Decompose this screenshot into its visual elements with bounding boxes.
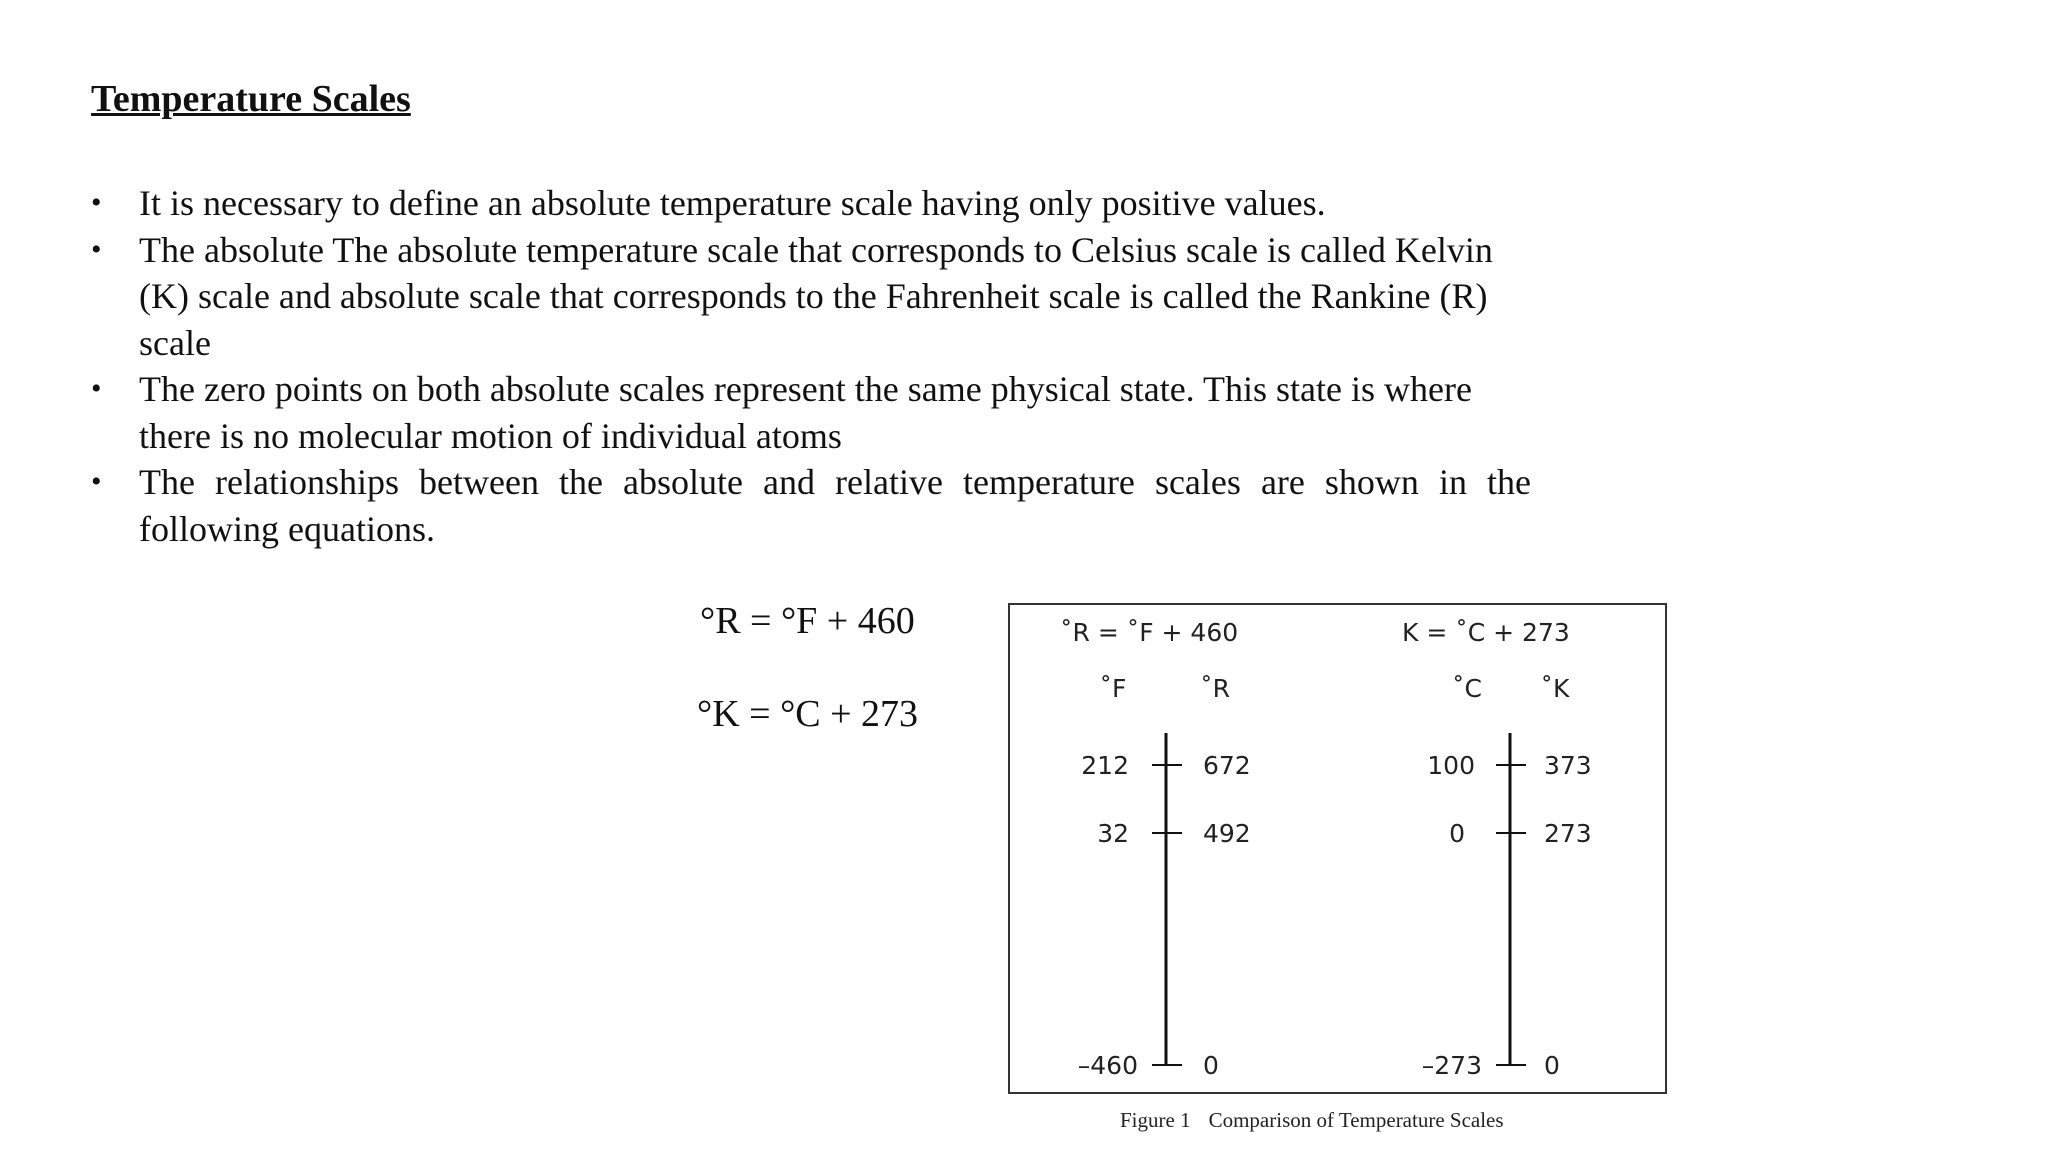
bullet-dot: • [91,372,102,405]
left-scale-equation: ˚R = ˚F + 460 [1060,618,1239,647]
bullet-text: The absolute The absolute temperature scale that corresponds to Celsius scale is called Kelvin (K) scale and absolute scale that corresponds to the Fahrenheit scale is called the Rankine (R) scale [139,229,1493,363]
kelvin-boiling-label: 373 [1544,751,1592,780]
figure-caption-text: Comparison of Temperature Scales [1208,1108,1504,1132]
page-title: Temperature Scales [91,78,411,120]
rankine-equation: °R = °F + 460 [700,600,915,642]
temperature-scales-figure [1008,603,1667,1094]
bullet-dot: • [91,186,102,219]
celsius-freezing-label: 0 [1449,819,1465,848]
kelvin-unit-label: ˚K [1540,674,1570,703]
kelvin-absolute-zero-label: 0 [1544,1051,1560,1080]
bullet-list [91,180,1531,552]
celsius-absolute-zero-label: –273 [1421,1051,1482,1080]
bullet-item [91,366,1531,459]
rankine-absolute-zero-label: 0 [1203,1051,1219,1080]
bullet-text: The relationships between the absolute and relative temperature scales are shown in the following equations. [139,462,1531,549]
bullet-dot: • [91,465,102,498]
kelvin-equation: °K = °C + 273 [697,693,919,735]
kelvin-freezing-label: 273 [1544,819,1592,848]
celsius-unit-label: ˚C [1452,674,1482,703]
fahrenheit-boiling-label: 212 [1081,751,1129,780]
bullet-item [91,180,1531,227]
rankine-freezing-label: 492 [1203,819,1251,848]
right-scale-equation: K = ˚C + 273 [1402,618,1570,647]
fahrenheit-unit-label: ˚F [1099,674,1127,703]
figure-caption-number: Figure 1 [1120,1108,1191,1132]
bullet-text: It is necessary to define an absolute temperature scale having only positive values. [139,183,1326,223]
rankine-unit-label: ˚R [1200,674,1230,703]
rankine-boiling-label: 672 [1203,751,1251,780]
fahrenheit-absolute-zero-label: –460 [1077,1051,1138,1080]
bullet-item [91,459,1531,552]
celsius-boiling-label: 100 [1427,751,1475,780]
figure-caption [1120,1108,1640,1132]
bullet-item [91,227,1531,367]
figure-drawing [1010,605,1669,1096]
fahrenheit-freezing-label: 32 [1097,819,1129,848]
bullet-text: The zero points on both absolute scales represent the same physical state. This state is where there is no molecular motion of individual atoms [139,369,1472,456]
bullet-dot: • [91,232,102,266]
